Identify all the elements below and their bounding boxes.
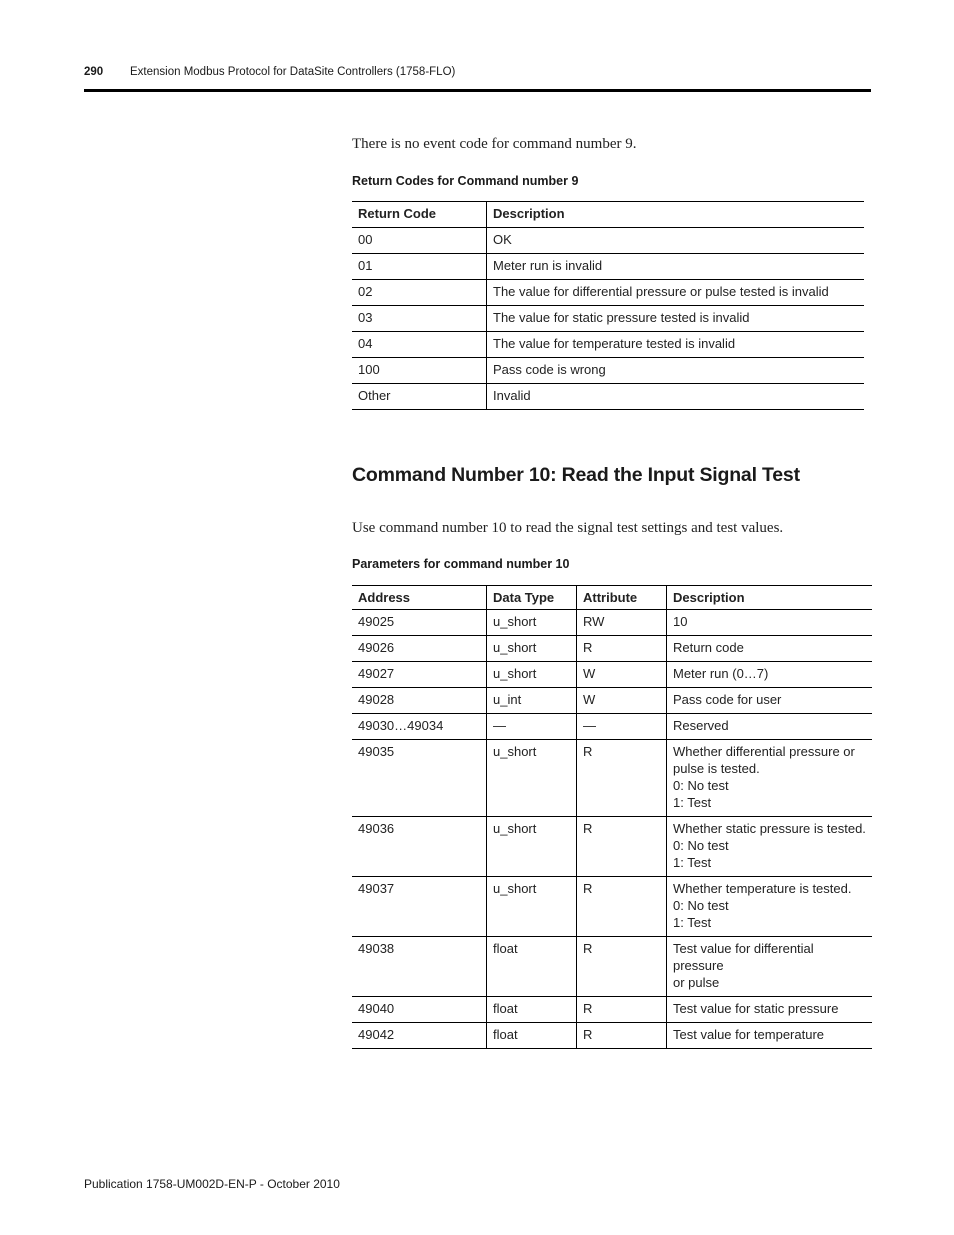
return-code-cell: 00: [352, 228, 487, 254]
table-row: [352, 384, 864, 410]
return-code-cell: Other: [352, 384, 487, 410]
table-row: [352, 877, 872, 937]
table-row: [352, 280, 864, 306]
return-code-cell: 04: [352, 332, 487, 358]
address-cell: 49040: [352, 997, 487, 1023]
table-row: [352, 662, 872, 688]
table-row: [352, 997, 872, 1023]
data-type-cell: float: [487, 937, 577, 997]
column-header: Description: [667, 586, 873, 610]
header-rule: [84, 89, 871, 92]
attribute-cell: R: [577, 997, 667, 1023]
description-line: 0: No test: [673, 838, 729, 853]
description-cell: The value for static pressure tested is invalid: [487, 306, 865, 332]
description-line: Whether temperature is tested.: [673, 881, 852, 896]
attribute-cell: R: [577, 740, 667, 817]
data-type-cell: u_short: [487, 662, 577, 688]
footer-publication: Publication 1758-UM002D-EN-P - October 2010: [84, 1177, 340, 1191]
section-paragraph: Use command number 10 to read the signal test settings and test values.: [352, 520, 784, 536]
description-cell: [667, 877, 873, 937]
data-type-cell: u_short: [487, 636, 577, 662]
description-line: Whether differential pressure or: [673, 744, 855, 759]
address-cell: 49026: [352, 636, 487, 662]
description-line: 10: [673, 614, 688, 629]
address-cell: 49037: [352, 877, 487, 937]
data-type-cell: u_short: [487, 740, 577, 817]
return-codes-caption: Return Codes for Command number 9: [352, 174, 579, 188]
return-code-cell: 100: [352, 358, 487, 384]
description-cell: Invalid: [487, 384, 865, 410]
column-header: Return Code: [352, 202, 487, 228]
description-line: 1: Test: [673, 795, 712, 810]
intro-paragraph: There is no event code for command number 9.: [352, 136, 637, 152]
data-type-cell: u_short: [487, 610, 577, 636]
description-cell: [667, 997, 873, 1023]
description-cell: Meter run is invalid: [487, 254, 865, 280]
description-line: 1: Test: [673, 915, 712, 930]
attribute-cell: R: [577, 937, 667, 997]
description-cell: [667, 817, 873, 877]
description-cell: [667, 714, 873, 740]
address-cell: 49025: [352, 610, 487, 636]
description-line: 0: No test: [673, 778, 729, 793]
description-line: Reserved: [673, 718, 729, 733]
data-type-cell: u_short: [487, 817, 577, 877]
table-row: [352, 254, 864, 280]
return-code-cell: 03: [352, 306, 487, 332]
page-header: [84, 66, 870, 84]
section-heading: Command Number 10: Read the Input Signal Test: [352, 464, 800, 486]
table-row: [352, 688, 872, 714]
table-header-row: [352, 586, 872, 610]
description-line: Test value for differential pressure: [673, 941, 814, 973]
description-line: pulse is tested.: [673, 761, 760, 776]
page-number: 290: [84, 66, 104, 78]
parameters-table: [352, 585, 872, 1049]
return-code-cell: 02: [352, 280, 487, 306]
description-cell: [667, 636, 873, 662]
description-cell: [667, 937, 873, 997]
description-cell: [667, 688, 873, 714]
table-row: [352, 228, 864, 254]
attribute-cell: RW: [577, 610, 667, 636]
return-codes-table: [352, 201, 864, 410]
data-type-cell: float: [487, 997, 577, 1023]
table-row: [352, 358, 864, 384]
description-cell: [667, 662, 873, 688]
description-cell: The value for temperature tested is invalid: [487, 332, 865, 358]
table-row: [352, 714, 872, 740]
description-cell: [667, 610, 873, 636]
description-line: Test value for temperature: [673, 1027, 825, 1042]
description-line: 0: No test: [673, 898, 729, 913]
column-header: Data Type: [487, 586, 577, 610]
description-cell: [667, 740, 873, 817]
description-cell: [667, 1023, 873, 1049]
table-row: [352, 817, 872, 877]
attribute-cell: R: [577, 636, 667, 662]
table-row: [352, 937, 872, 997]
description-line: 1: Test: [673, 855, 712, 870]
address-cell: 49035: [352, 740, 487, 817]
data-type-cell: —: [487, 714, 577, 740]
return-code-cell: 01: [352, 254, 487, 280]
table-row: [352, 306, 864, 332]
description-cell: OK: [487, 228, 865, 254]
table-row: [352, 636, 872, 662]
column-header: Description: [487, 202, 865, 228]
attribute-cell: W: [577, 688, 667, 714]
description-line: or pulse: [673, 975, 720, 990]
address-cell: 49027: [352, 662, 487, 688]
table-row: [352, 1023, 872, 1049]
address-cell: 49038: [352, 937, 487, 997]
attribute-cell: R: [577, 877, 667, 937]
attribute-cell: W: [577, 662, 667, 688]
attribute-cell: —: [577, 714, 667, 740]
table-row: [352, 740, 872, 817]
address-cell: 49028: [352, 688, 487, 714]
parameters-caption: Parameters for command number 10: [352, 557, 570, 571]
address-cell: 49036: [352, 817, 487, 877]
table-row: [352, 610, 872, 636]
data-type-cell: u_short: [487, 877, 577, 937]
table-row: [352, 332, 864, 358]
description-line: Whether static pressure is tested.: [673, 821, 866, 836]
data-type-cell: float: [487, 1023, 577, 1049]
address-cell: 49042: [352, 1023, 487, 1049]
description-cell: Pass code is wrong: [487, 358, 865, 384]
column-header: Address: [352, 586, 487, 610]
attribute-cell: R: [577, 817, 667, 877]
description-cell: The value for differential pressure or pulse tested is invalid: [487, 280, 865, 306]
attribute-cell: R: [577, 1023, 667, 1049]
description-line: Return code: [673, 640, 744, 655]
description-line: Pass code for user: [673, 692, 782, 707]
running-title: Extension Modbus Protocol for DataSite Controllers (1758-FLO): [130, 66, 456, 78]
column-header: Attribute: [577, 586, 667, 610]
data-type-cell: u_int: [487, 688, 577, 714]
table-header-row: [352, 202, 864, 228]
description-line: Test value for static pressure: [673, 1001, 839, 1016]
description-line: Meter run (0…7): [673, 666, 769, 681]
address-cell: 49030…49034: [352, 714, 487, 740]
